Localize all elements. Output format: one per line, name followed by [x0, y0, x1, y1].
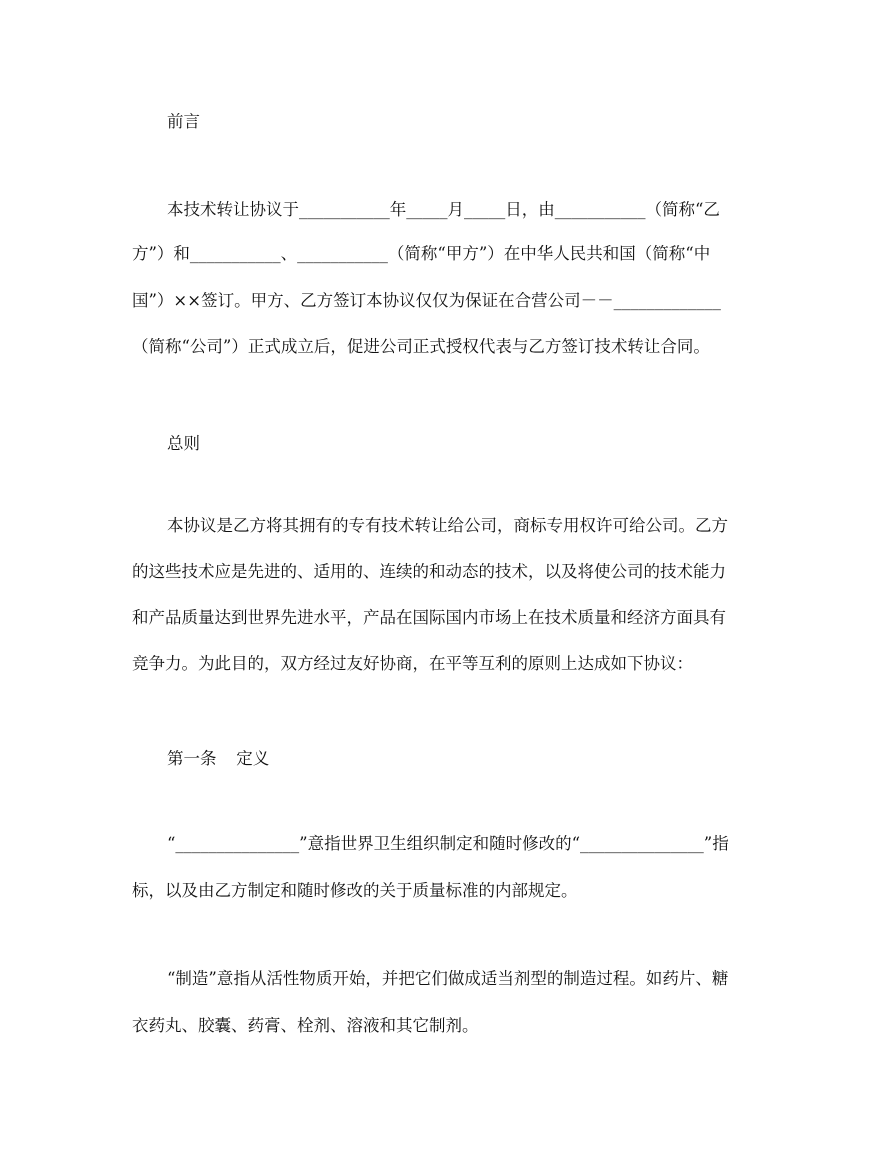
general-line-3: 和产品质量达到世界先进水平，产品在国际国内市场上在技术质量和经济方面具有 — [132, 608, 726, 627]
general-heading: 总则 — [167, 434, 200, 453]
definition-2-line-2: 衣药丸、胶囊、药膏、栓剂、溶液和其它制剂。 — [132, 1016, 479, 1035]
preface-line-2: 方”）和___________、___________（简称“甲方”）在中华人民共和国（简称“中 — [132, 244, 711, 263]
article-1-title: 定义 — [236, 749, 270, 768]
general-line-2: 的这些技术应是先进的、适用的、连续的和动态的技术，以及将使公司的技术能力 — [132, 562, 726, 581]
general-line-4: 竞争力。为此目的，双方经过友好协商，在平等互利的原则上达成如下协议： — [132, 654, 693, 673]
preface-line-3: 国”）××签订。甲方、乙方签订本协议仅仅为保证在合营公司－－_____________ — [132, 291, 721, 310]
general-line-1: 本协议是乙方将其拥有的专有技术转让给公司，商标专用权许可给公司。乙方 — [167, 516, 728, 535]
preface-line-1: 本技术转让协议于___________年_____月_____日，由___________（简称“乙 — [167, 200, 720, 219]
preface-heading: 前言 — [167, 112, 200, 131]
article-1-heading — [167, 745, 269, 769]
definition-2-line-1: “制造”意指从活性物质开始，并把它们做成适当剂型的制造过程。如药片、糖 — [167, 969, 729, 988]
definition-1-line-2: 标，以及由乙方制定和随时修改的关于质量标准的内部规定。 — [132, 881, 578, 900]
definition-1-line-1: “_______________”意指世界卫生组织制定和随时修改的“_______________”指 — [167, 834, 729, 853]
preface-line-4: （简称“公司”）正式成立后，促进公司正式授权代表与乙方签订技术转让合同。 — [132, 337, 710, 356]
article-1-number: 第一条 — [167, 749, 217, 768]
